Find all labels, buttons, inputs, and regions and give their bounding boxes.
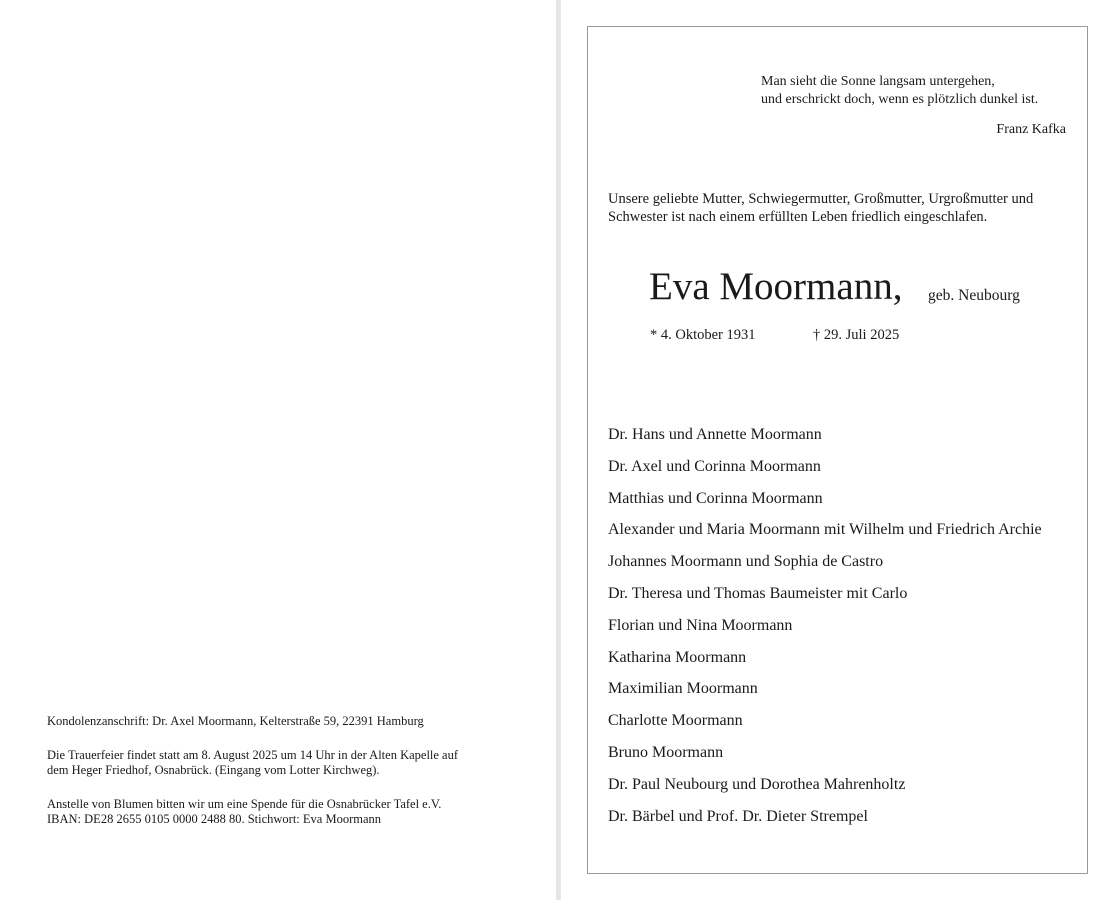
page-divider: [556, 0, 561, 900]
family-member: Katharina Moormann: [608, 648, 747, 666]
deceased-name: Eva Moormann,: [649, 265, 903, 308]
family-member: Bruno Moormann: [608, 743, 724, 761]
donation-info-line-2: IBAN: DE28 2655 0105 0000 2488 80. Stichwort: Eva Moormann: [47, 812, 382, 826]
left-page: [0, 0, 556, 900]
family-member: Maximilian Moormann: [608, 680, 758, 698]
family-member: Charlotte Moormann: [608, 712, 743, 730]
quote-author: Franz Kafka: [996, 122, 1066, 137]
condolence-address-text: Kondolenzanschrift: Dr. Axel Moormann, Kelterstraße 59, 22391 Hamburg: [47, 714, 424, 728]
death-date: † 29. Juli 2025: [813, 327, 900, 343]
quote-line-2: und erschrickt doch, wenn es plötzlich dunkel ist.: [761, 92, 1039, 107]
family-member: Matthias und Corinna Moormann: [608, 489, 823, 507]
family-member: Dr. Axel und Corinna Moormann: [608, 457, 821, 475]
family-member: Dr. Hans und Annette Moormann: [608, 426, 822, 443]
family-member: Johannes Moormann und Sophia de Castro: [608, 553, 884, 571]
family-member: Alexander und Maria Moormann mit Wilhelm und Friedrich Archie: [608, 521, 1042, 539]
family-member: Florian und Nina Moormann: [608, 616, 793, 634]
birth-date: * 4. Oktober 1931: [650, 327, 756, 343]
family-member: Dr. Bärbel und Prof. Dr. Dieter Strempel: [608, 807, 868, 825]
funeral-info-line-1: Die Trauerfeier findet statt am 8. August 2025 um 14 Uhr in der Alten Kapelle auf: [47, 748, 459, 762]
birth-name: geb. Neubourg: [928, 287, 1020, 304]
funeral-info: [47, 748, 458, 778]
family-member: Dr. Paul Neubourg und Dorothea Mahrenholtz: [608, 775, 906, 793]
intro-text: Unsere geliebte Mutter, Schwiegermutter, Großmutter, Urgroßmutter und Schwester ist nach einem erfüllten Leben friedlich eingeschlafen.: [608, 191, 1034, 225]
condolence-address: [47, 714, 424, 729]
donation-info-line-1: Anstelle von Blumen bitten wir um eine Spende für die Osnabrücker Tafel e.V.: [47, 797, 442, 811]
kafka-quote: [761, 73, 1066, 109]
family-list: [608, 422, 1042, 835]
family-member: Dr. Theresa und Thomas Baumeister mit Carlo: [608, 584, 908, 602]
donation-info: [47, 797, 441, 827]
funeral-info-line-2: dem Heger Friedhof, Osnabrück. (Eingang vom Lotter Kirchweg).: [47, 763, 380, 777]
quote-line-1: Man sieht die Sonne langsam untergehen,: [761, 74, 995, 89]
